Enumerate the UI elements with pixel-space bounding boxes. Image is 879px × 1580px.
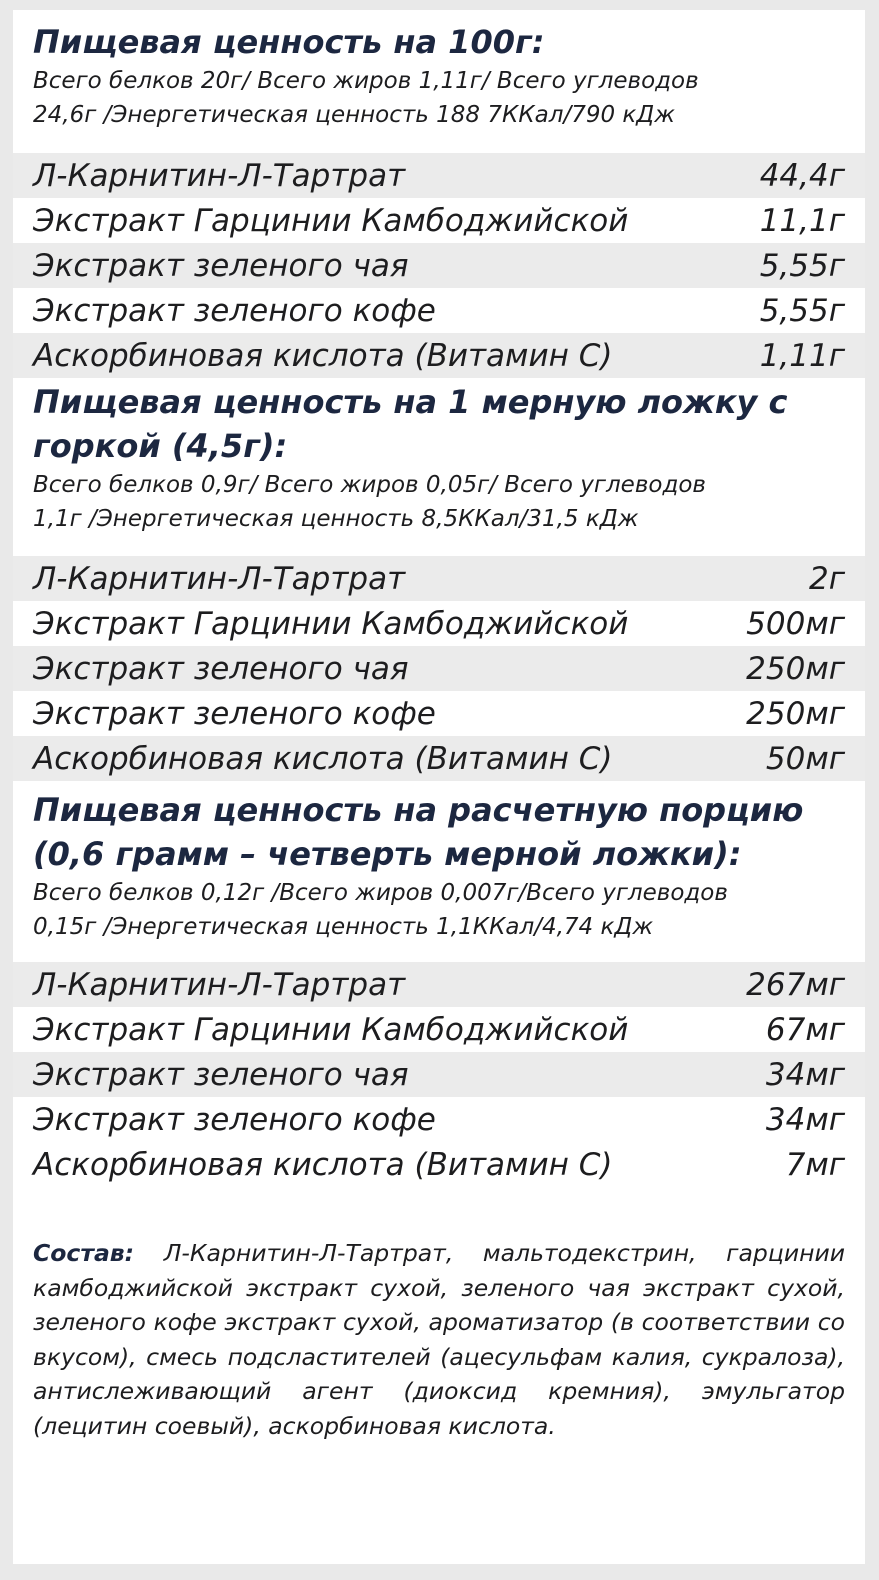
ingredients-table-100g	[13, 153, 865, 378]
table-row: Аскорбиновая кислота (Витамин С) 1,11г	[13, 333, 865, 378]
section-per-100g	[13, 20, 865, 132]
table-row: Экстракт Гарцинии Камбоджийской 500мг	[33, 605, 845, 642]
table-row: Экстракт зеленого чая 34мг	[13, 1052, 865, 1097]
ingredients-table-scoop	[13, 556, 865, 781]
table-row: Аскорбиновая кислота (Витамин С) 7мг	[33, 1146, 845, 1183]
table-row: Л-Карнитин-Л-Тартрат 267мг	[13, 962, 865, 1007]
section-summary: Всего белков 20г/ Всего жиров 1,11г/ Всего углеводов 24,6г /Энергетическая ценность 188 7ККал/790 кДж	[33, 68, 699, 128]
table-row: Экстракт зеленого кофе 5,55г	[33, 292, 845, 329]
table-row: Экстракт зеленого кофе 34мг	[33, 1101, 845, 1138]
table-row: Л-Карнитин-Л-Тартрат 2г	[13, 556, 865, 601]
section-heading: Пищевая ценность на 1 мерную ложку с горкой (4,5г):	[33, 383, 788, 465]
section-per-scoop	[13, 380, 865, 536]
table-row: Экстракт зеленого чая 5,55г	[13, 243, 865, 288]
section-summary: Всего белков 0,9г/ Всего жиров 0,05г/ Всего углеводов 1,1г /Энергетическая ценность 8,5ККал/31,5 кДж	[33, 472, 706, 532]
table-row: Экстракт зеленого чая 250мг	[13, 646, 865, 691]
composition-label: Состав:	[33, 1239, 135, 1267]
section-per-serving	[13, 788, 865, 944]
section-heading: Пищевая ценность на расчетную порцию (0,6 грамм – четверть мерной ложки):	[33, 791, 804, 873]
ingredients-table-serving	[13, 962, 865, 1187]
table-row: Экстракт зеленого кофе 250мг	[33, 695, 845, 732]
composition-paragraph	[13, 1236, 865, 1443]
table-row: Экстракт Гарцинии Камбоджийской 11,1г	[33, 202, 845, 239]
table-row: Л-Карнитин-Л-Тартрат 44,4г	[13, 153, 865, 198]
section-summary: Всего белков 0,12г /Всего жиров 0,007г/Всего углеводов 0,15г /Энергетическая ценность 1,1ККал/4,74 кДж	[33, 880, 728, 940]
composition-text: Л-Карнитин-Л-Тартрат, мальтодекстрин, гарцинии камбоджийской экстракт сухой, зеленого чая экстракт сухой, зеленого кофе экстракт сухой, ароматизатор (в соответствии со вкусом), смесь подсластителей (ацесульфам калия, сукралоза), антислеживающий агент (диоксид кремния), эмульгатор (лецитин соевый), аскорбиновая кислота.	[33, 1239, 845, 1440]
table-row: Аскорбиновая кислота (Витамин С) 50мг	[13, 736, 865, 781]
nutrition-panel	[13, 10, 865, 1564]
section-heading: Пищевая ценность на 100г:	[33, 23, 545, 61]
table-row: Экстракт Гарцинии Камбоджийской 67мг	[33, 1011, 845, 1048]
